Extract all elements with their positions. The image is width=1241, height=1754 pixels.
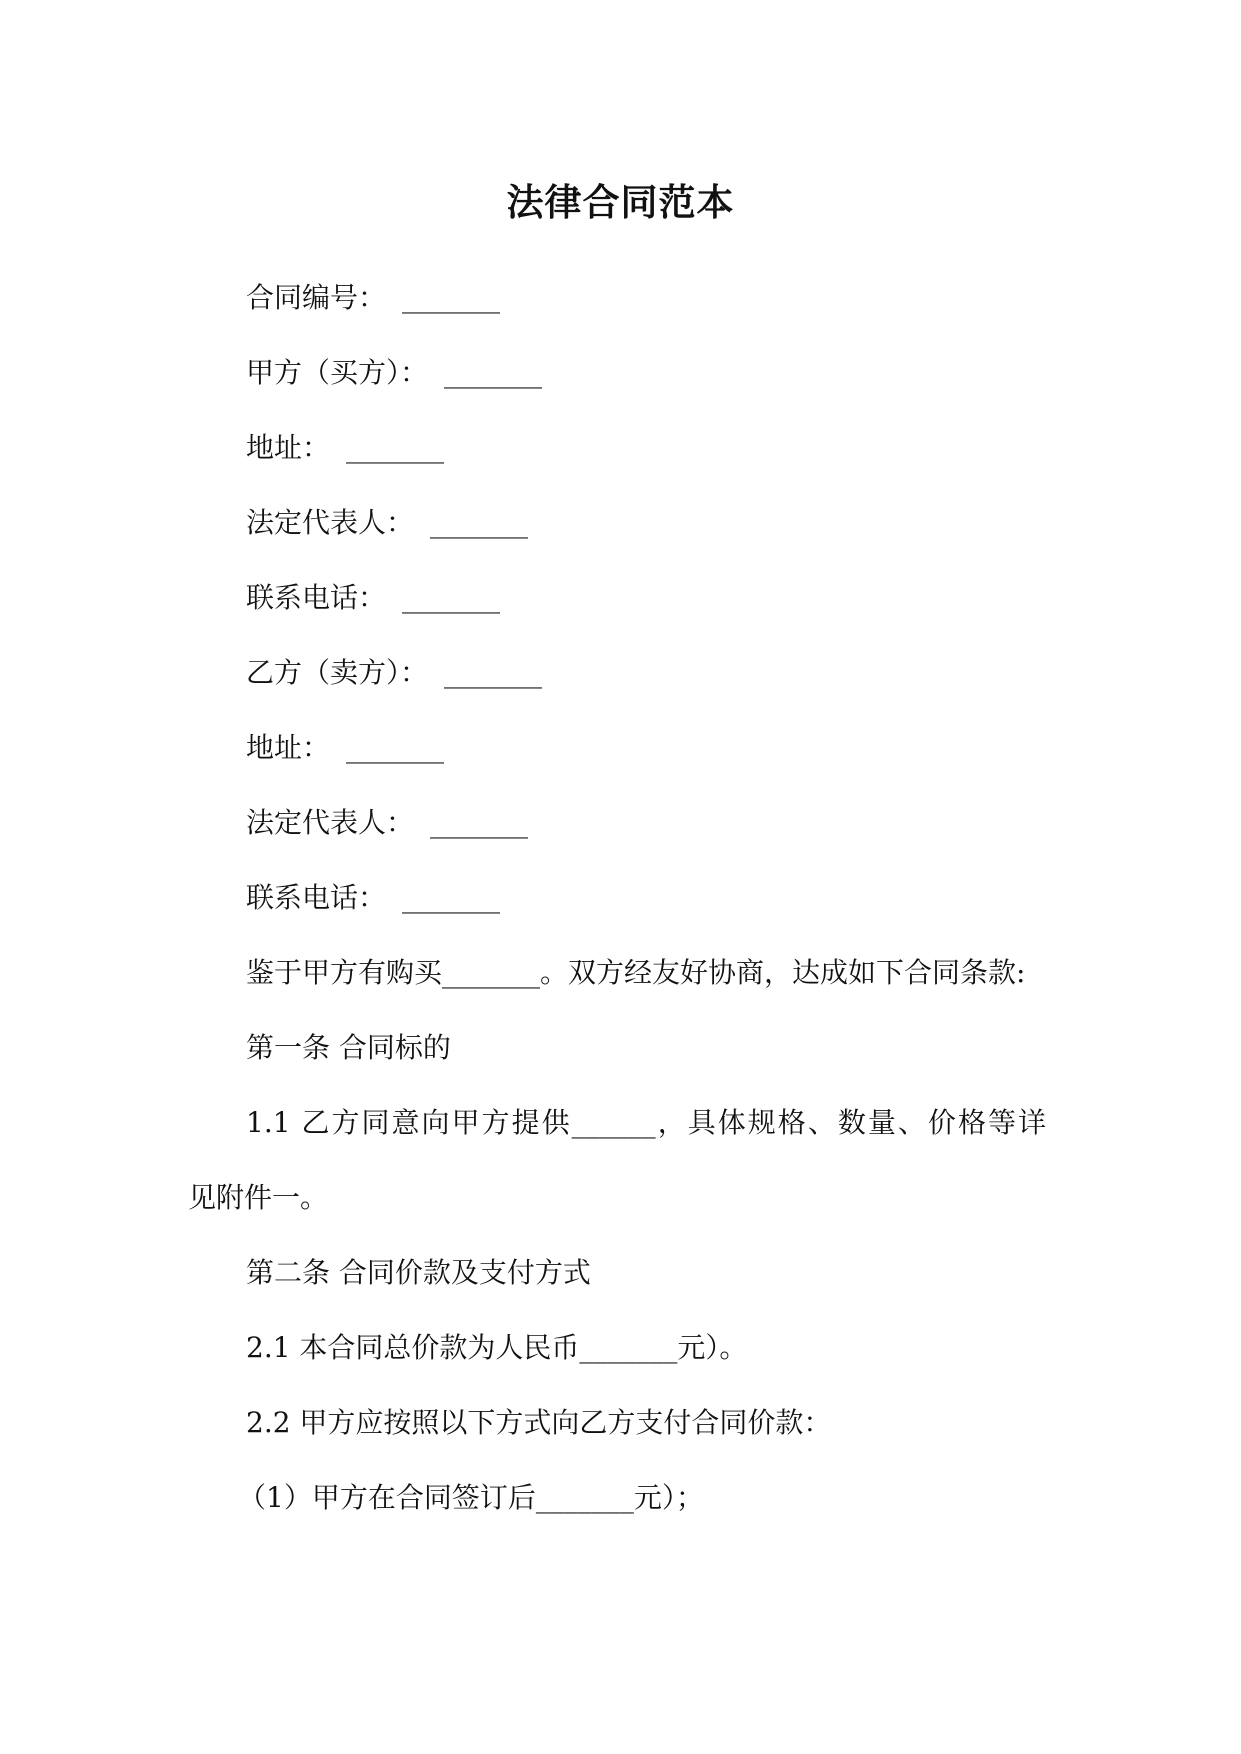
field-blank: _______: [402, 281, 501, 314]
field-label: 地址：: [246, 431, 331, 464]
clause-1-1-continuation: 见附件一。: [188, 1181, 329, 1214]
party-b-phone-line: [246, 878, 500, 918]
field-label: 地址：: [246, 731, 331, 764]
field-blank: _______: [430, 806, 529, 839]
field-blank: _______: [444, 356, 543, 389]
field-blank: _______: [430, 506, 529, 539]
party-a-phone-line: [246, 578, 500, 618]
field-blank: _______: [346, 431, 445, 464]
party-a-representative-line: [246, 503, 528, 543]
field-label: 联系电话：: [246, 581, 387, 614]
field-label: 甲方（买方）：: [246, 356, 429, 389]
preamble-paragraph: 鉴于甲方有购买_______。双方经友好协商，达成如下合同条款:: [246, 956, 1026, 989]
field-label: 法定代表人：: [246, 506, 415, 539]
field-blank: _______: [444, 656, 543, 689]
article-two-heading: 第二条 合同价款及支付方式: [246, 1256, 591, 1289]
party-b-representative-line: [246, 803, 528, 843]
clause-2-2-item-1: （1）甲方在合同签订后_______元）；: [238, 1481, 704, 1514]
field-label: 联系电话：: [246, 881, 387, 914]
field-label: 乙方（卖方）：: [246, 656, 429, 689]
clause-2-1: 2.1 本合同总价款为人民币_______元）。: [246, 1331, 748, 1364]
document-title: 法律合同范本: [506, 180, 735, 224]
field-label: 法定代表人：: [246, 806, 415, 839]
party-b-address-line: [246, 728, 444, 768]
party-a-line: [246, 353, 542, 393]
party-b-line: [246, 653, 542, 693]
field-blank: _______: [402, 581, 501, 614]
clause-2-2: 2.2 甲方应按照以下方式向乙方支付合同价款：: [246, 1406, 832, 1439]
field-blank: _______: [402, 881, 501, 914]
field-blank: _______: [346, 731, 445, 764]
article-one-heading: 第一条 合同标的: [246, 1031, 451, 1064]
party-a-address-line: [246, 428, 444, 468]
contract-number-line: [246, 278, 500, 318]
clause-1-1: 1.1 乙方同意向甲方提供______，具体规格、数量、价格等详: [246, 1106, 1046, 1139]
field-label: 合同编号：: [246, 281, 387, 314]
